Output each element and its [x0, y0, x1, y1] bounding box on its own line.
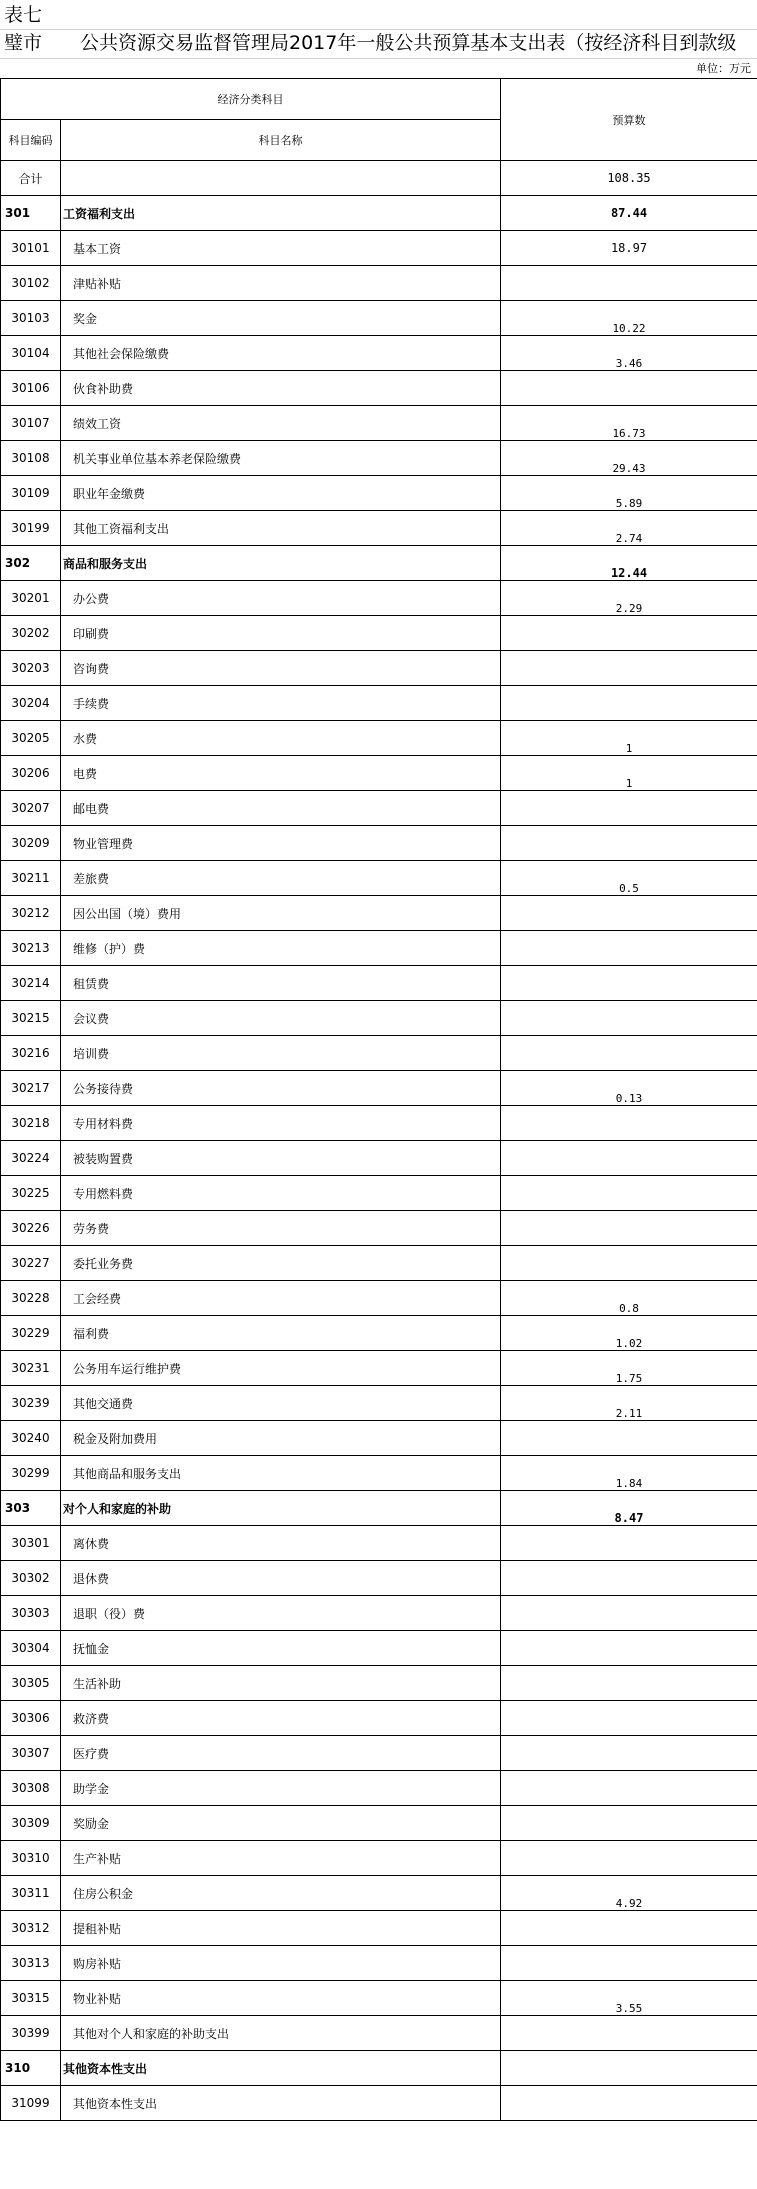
row-code: 30225: [1, 1176, 61, 1211]
row-amount: [501, 1001, 757, 1036]
row-code: 31099: [1, 2086, 61, 2121]
row-amount: [501, 1561, 757, 1596]
table-row: [1, 1701, 757, 1736]
row-name: 住房公积金: [61, 1876, 501, 1911]
row-amount: [501, 1036, 757, 1071]
table-row: [1, 1876, 757, 1911]
row-name: 专用燃料费: [61, 1176, 501, 1211]
table-row: [1, 1386, 757, 1421]
row-code: 30307: [1, 1736, 61, 1771]
table-row: [1, 826, 757, 861]
row-amount: 3.55: [501, 1981, 757, 2016]
row-amount: [501, 266, 757, 301]
table-row: [1, 756, 757, 791]
row-amount: 8.47: [501, 1491, 757, 1526]
row-amount: [501, 1841, 757, 1876]
row-name: 其他交通费: [61, 1386, 501, 1421]
row-code: 30104: [1, 336, 61, 371]
row-amount: [501, 2051, 757, 2086]
row-code: 30301: [1, 1526, 61, 1561]
row-code: 310: [1, 2051, 61, 2086]
row-amount: 0.5: [501, 861, 757, 896]
row-amount: [501, 686, 757, 721]
row-code: 302: [1, 546, 61, 581]
row-code: 30306: [1, 1701, 61, 1736]
row-code: 30228: [1, 1281, 61, 1316]
row-amount: 4.92: [501, 1876, 757, 1911]
row-amount: [501, 1526, 757, 1561]
city-fragment: 璧市: [4, 32, 43, 54]
row-code: 30203: [1, 651, 61, 686]
total-amount: 108.35: [501, 161, 757, 196]
table-row: [1, 1841, 757, 1876]
row-amount: [501, 371, 757, 406]
row-code: 30107: [1, 406, 61, 441]
row-amount: [501, 1631, 757, 1666]
row-code: 30309: [1, 1806, 61, 1841]
row-amount: 29.43: [501, 441, 757, 476]
table-row: [1, 616, 757, 651]
row-code: 30299: [1, 1456, 61, 1491]
row-code: 30199: [1, 511, 61, 546]
row-name: 津贴补贴: [61, 266, 501, 301]
row-code: 30231: [1, 1351, 61, 1386]
row-code: 30206: [1, 756, 61, 791]
row-name: 印刷费: [61, 616, 501, 651]
row-name: 绩效工资: [61, 406, 501, 441]
row-code: 30229: [1, 1316, 61, 1351]
row-name: 其他工资福利支出: [61, 511, 501, 546]
header-economic-category: 经济分类科目: [1, 79, 501, 120]
table-row: [1, 371, 757, 406]
row-amount: [501, 826, 757, 861]
table-row: [1, 1246, 757, 1281]
table-row: [1, 441, 757, 476]
row-amount: 2.29: [501, 581, 757, 616]
table-row: [1, 1106, 757, 1141]
row-amount: 1.02: [501, 1316, 757, 1351]
table-row: [1, 301, 757, 336]
unit-label: 单位：万元: [696, 62, 751, 75]
total-row: [1, 161, 757, 196]
row-name: 会议费: [61, 1001, 501, 1036]
row-amount: 0.8: [501, 1281, 757, 1316]
table-row: [1, 1946, 757, 1981]
table-row: [1, 721, 757, 756]
category-row: [1, 1491, 757, 1526]
table-row: [1, 1631, 757, 1666]
header-amount: 预算数: [501, 79, 757, 161]
table-row: [1, 1036, 757, 1071]
row-code: 30218: [1, 1106, 61, 1141]
row-amount: 0.13: [501, 1071, 757, 1106]
table-row: [1, 861, 757, 896]
row-amount: [501, 1911, 757, 1946]
row-name: 咨询费: [61, 651, 501, 686]
row-name: 机关事业单位基本养老保险缴费: [61, 441, 501, 476]
row-name: 福利费: [61, 1316, 501, 1351]
row-amount: [501, 896, 757, 931]
row-code: 30313: [1, 1946, 61, 1981]
row-code: 30227: [1, 1246, 61, 1281]
row-amount: [501, 931, 757, 966]
table-row: [1, 1911, 757, 1946]
row-name: 奖励金: [61, 1806, 501, 1841]
row-amount: [501, 1736, 757, 1771]
table-row: [1, 1141, 757, 1176]
row-name: 退职（役）费: [61, 1596, 501, 1631]
table-row: [1, 2016, 757, 2051]
row-amount: [501, 966, 757, 1001]
row-amount: 16.73: [501, 406, 757, 441]
row-name: 生活补助: [61, 1666, 501, 1701]
row-name: 抚恤金: [61, 1631, 501, 1666]
row-code: 30205: [1, 721, 61, 756]
table-row: [1, 651, 757, 686]
row-name: 专用材料费: [61, 1106, 501, 1141]
row-amount: [501, 616, 757, 651]
table-row: [1, 511, 757, 546]
table-row: [1, 896, 757, 931]
row-code: 30207: [1, 791, 61, 826]
row-name: 电费: [61, 756, 501, 791]
row-code: 30204: [1, 686, 61, 721]
row-amount: [501, 1421, 757, 1456]
row-name: 委托业务费: [61, 1246, 501, 1281]
row-code: 30302: [1, 1561, 61, 1596]
row-amount: [501, 2086, 757, 2121]
table-row: [1, 1281, 757, 1316]
row-name: 其他资本性支出: [61, 2051, 501, 2086]
row-amount: [501, 1946, 757, 1981]
row-name: 其他社会保险缴费: [61, 336, 501, 371]
row-name: 基本工资: [61, 231, 501, 266]
row-name: 工资福利支出: [61, 196, 501, 231]
row-amount: 1: [501, 756, 757, 791]
table-row: [1, 231, 757, 266]
row-code: 30201: [1, 581, 61, 616]
row-amount: 12.44: [501, 546, 757, 581]
total-name: [61, 161, 501, 196]
table-row: [1, 2086, 757, 2121]
row-name: 救济费: [61, 1701, 501, 1736]
row-name: 水费: [61, 721, 501, 756]
row-name: 其他资本性支出: [61, 2086, 501, 2121]
table-row: [1, 1526, 757, 1561]
row-code: 30224: [1, 1141, 61, 1176]
row-amount: 1: [501, 721, 757, 756]
row-name: 伙食补助费: [61, 371, 501, 406]
row-divider: [0, 58, 757, 59]
table-row: [1, 1071, 757, 1106]
page-title: 公共资源交易监督管理局2017年一般公共预算基本支出表（按经济科目到款级: [80, 32, 737, 54]
row-code: 30308: [1, 1771, 61, 1806]
table-number-label: 表七: [4, 4, 43, 26]
row-amount: [501, 1106, 757, 1141]
table-row: [1, 931, 757, 966]
row-amount: [501, 1701, 757, 1736]
row-amount: 1.84: [501, 1456, 757, 1491]
table-row: [1, 476, 757, 511]
row-code: 30311: [1, 1876, 61, 1911]
table-row: [1, 1176, 757, 1211]
category-row: [1, 196, 757, 231]
row-code: 30215: [1, 1001, 61, 1036]
row-code: 30209: [1, 826, 61, 861]
row-code: 30214: [1, 966, 61, 1001]
row-code: 30102: [1, 266, 61, 301]
row-name: 邮电费: [61, 791, 501, 826]
row-amount: [501, 1211, 757, 1246]
row-name: 被装购置费: [61, 1141, 501, 1176]
category-row: [1, 2051, 757, 2086]
row-amount: 2.11: [501, 1386, 757, 1421]
row-amount: [501, 1246, 757, 1281]
row-amount: 3.46: [501, 336, 757, 371]
row-code: 30211: [1, 861, 61, 896]
row-name: 医疗费: [61, 1736, 501, 1771]
row-amount: [501, 651, 757, 686]
budget-table: [0, 78, 757, 2121]
header-row: [1, 79, 757, 120]
row-amount: 87.44: [501, 196, 757, 231]
row-code: 30305: [1, 1666, 61, 1701]
row-code: 30312: [1, 1911, 61, 1946]
table-row: [1, 1666, 757, 1701]
row-name: 差旅费: [61, 861, 501, 896]
row-code: 30106: [1, 371, 61, 406]
row-code: 30103: [1, 301, 61, 336]
row-name: 商品和服务支出: [61, 546, 501, 581]
table-row: [1, 1806, 757, 1841]
table-row: [1, 266, 757, 301]
table-row: [1, 966, 757, 1001]
row-amount: [501, 2016, 757, 2051]
table-row: [1, 581, 757, 616]
row-name: 职业年金缴费: [61, 476, 501, 511]
table-row: [1, 686, 757, 721]
row-amount: 1.75: [501, 1351, 757, 1386]
row-amount: [501, 1771, 757, 1806]
row-code: 301: [1, 196, 61, 231]
row-name: 生产补贴: [61, 1841, 501, 1876]
table-row: [1, 1561, 757, 1596]
row-code: 303: [1, 1491, 61, 1526]
total-label: 合计: [1, 161, 61, 196]
row-amount: [501, 1176, 757, 1211]
row-code: 30226: [1, 1211, 61, 1246]
row-name: 维修（护）费: [61, 931, 501, 966]
table-row: [1, 1596, 757, 1631]
table-row: [1, 1316, 757, 1351]
row-name: 手续费: [61, 686, 501, 721]
table-row: [1, 336, 757, 371]
table-row: [1, 1421, 757, 1456]
table-row: [1, 791, 757, 826]
table-row: [1, 1981, 757, 2016]
row-name: 税金及附加费用: [61, 1421, 501, 1456]
table-row: [1, 1456, 757, 1491]
row-code: 30109: [1, 476, 61, 511]
row-code: 30239: [1, 1386, 61, 1421]
row-name: 物业补贴: [61, 1981, 501, 2016]
header-name: 科目名称: [61, 120, 501, 161]
row-amount: [501, 1666, 757, 1701]
row-amount: [501, 1141, 757, 1176]
table-row: [1, 1351, 757, 1386]
row-code: 30212: [1, 896, 61, 931]
row-name: 提租补贴: [61, 1911, 501, 1946]
row-amount: 18.97: [501, 231, 757, 266]
row-name: 奖金: [61, 301, 501, 336]
table-row: [1, 1001, 757, 1036]
row-name: 对个人和家庭的补助: [61, 1491, 501, 1526]
row-name: 助学金: [61, 1771, 501, 1806]
table-row: [1, 1736, 757, 1771]
row-name: 工会经费: [61, 1281, 501, 1316]
row-code: 30108: [1, 441, 61, 476]
row-name: 因公出国（境）费用: [61, 896, 501, 931]
row-name: 离休费: [61, 1526, 501, 1561]
row-name: 购房补贴: [61, 1946, 501, 1981]
row-code: 30304: [1, 1631, 61, 1666]
table-row: [1, 1771, 757, 1806]
row-amount: 2.74: [501, 511, 757, 546]
row-code: 30213: [1, 931, 61, 966]
row-code: 30217: [1, 1071, 61, 1106]
row-code: 30315: [1, 1981, 61, 2016]
row-name: 公务接待费: [61, 1071, 501, 1106]
row-code: 30240: [1, 1421, 61, 1456]
row-name: 退休费: [61, 1561, 501, 1596]
row-code: 30216: [1, 1036, 61, 1071]
category-row: [1, 546, 757, 581]
row-code: 30310: [1, 1841, 61, 1876]
row-amount: [501, 791, 757, 826]
row-name: 培训费: [61, 1036, 501, 1071]
row-name: 办公费: [61, 581, 501, 616]
header-code: 科目编码: [1, 120, 61, 161]
row-amount: 5.89: [501, 476, 757, 511]
row-amount: 10.22: [501, 301, 757, 336]
row-code: 30101: [1, 231, 61, 266]
table-row: [1, 406, 757, 441]
row-name: 劳务费: [61, 1211, 501, 1246]
row-code: 30399: [1, 2016, 61, 2051]
row-name: 其他对个人和家庭的补助支出: [61, 2016, 501, 2051]
row-name: 租赁费: [61, 966, 501, 1001]
table-row: [1, 1211, 757, 1246]
row-name: 物业管理费: [61, 826, 501, 861]
row-amount: [501, 1806, 757, 1841]
row-name: 公务用车运行维护费: [61, 1351, 501, 1386]
row-code: 30303: [1, 1596, 61, 1631]
row-code: 30202: [1, 616, 61, 651]
row-name: 其他商品和服务支出: [61, 1456, 501, 1491]
row-amount: [501, 1596, 757, 1631]
